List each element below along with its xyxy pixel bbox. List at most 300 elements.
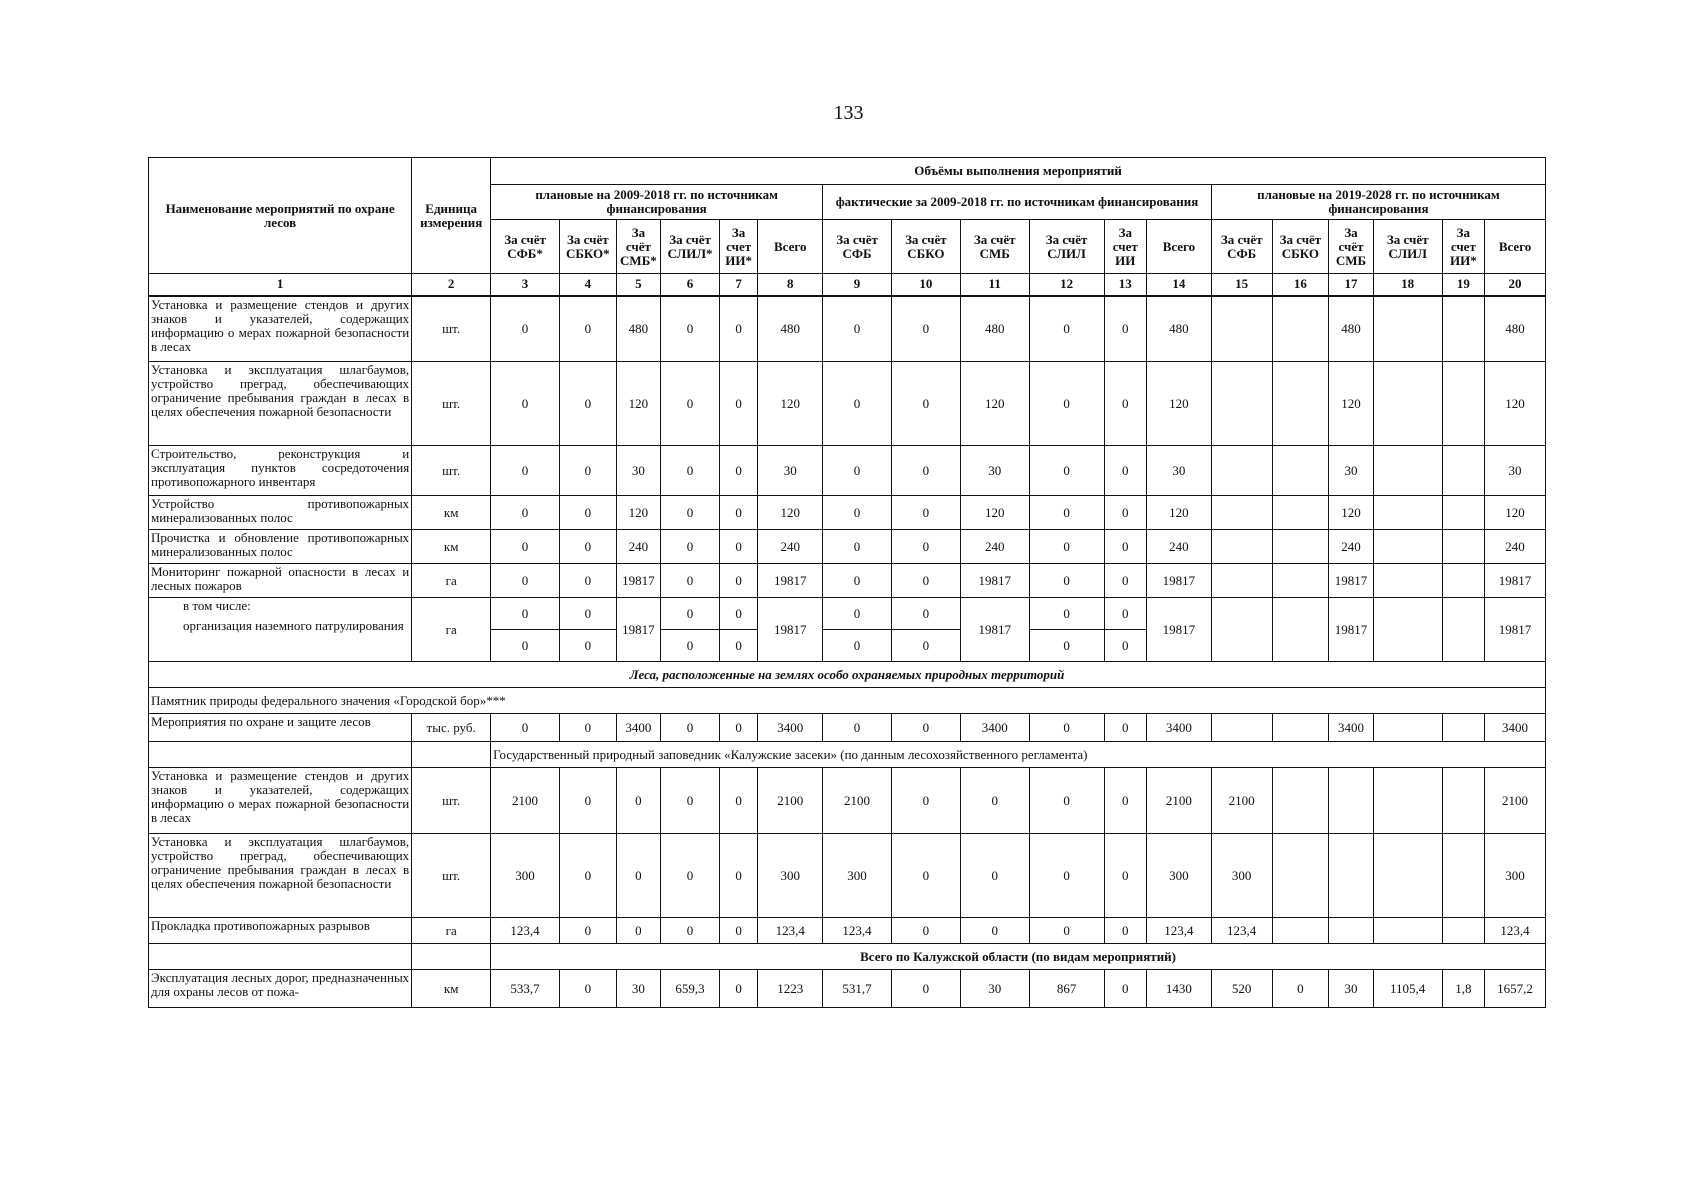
table-cell: 0 <box>960 768 1029 834</box>
table-row <box>149 970 1546 1008</box>
table-cell: 1657,2 <box>1485 970 1546 1008</box>
table-cell: 1223 <box>758 970 823 1008</box>
page-number: 133 <box>833 102 864 124</box>
column-number: 11 <box>960 274 1029 296</box>
table-cell: 0 <box>1029 918 1104 944</box>
table-cell <box>1329 918 1374 944</box>
table-cell: 0 <box>960 834 1029 918</box>
table-cell <box>1373 834 1442 918</box>
table-cell: 0 <box>1029 630 1104 662</box>
measure-unit: км <box>412 970 491 1008</box>
column-number: 9 <box>823 274 892 296</box>
header-source-col: За счёт СФБ <box>1211 220 1272 274</box>
measure-name: Мероприятия по охране и защите лесов <box>149 714 412 742</box>
measures-table <box>148 157 1546 1008</box>
header-group-plan-2019: плановые на 2019-2028 гг. по источникам финансирования <box>1211 185 1545 220</box>
column-number: 3 <box>491 274 560 296</box>
measure-name: Устройство противопожарных минерализованных полос <box>149 496 412 530</box>
table-cell: 0 <box>891 768 960 834</box>
table-cell: 2100 <box>1485 768 1546 834</box>
table-cell: 0 <box>491 446 560 496</box>
table-cell: 0 <box>891 564 960 598</box>
column-number: 17 <box>1329 274 1374 296</box>
table-cell: 0 <box>719 630 757 662</box>
table-cell: 0 <box>891 496 960 530</box>
table-cell: 0 <box>1029 598 1104 630</box>
measure-unit: шт. <box>412 296 491 362</box>
measure-name: Установка и размещение стендов и других знаков и указателей, содержащих информацию о мерах пожарной безопасности в лесах <box>149 296 412 362</box>
table-cell: 0 <box>1029 530 1104 564</box>
table-cell: 300 <box>758 834 823 918</box>
table-cell <box>1442 918 1485 944</box>
table-cell <box>1442 768 1485 834</box>
measure-unit: га <box>412 918 491 944</box>
table-cell: 0 <box>1104 918 1147 944</box>
header-source-col: Всего <box>1485 220 1546 274</box>
table-cell <box>1211 362 1272 446</box>
table-cell: 0 <box>1104 446 1147 496</box>
table-cell: 123,4 <box>1211 918 1272 944</box>
table-cell: 120 <box>1329 362 1374 446</box>
header-source-col: За счёт СМБ <box>1329 220 1374 274</box>
table-cell: 0 <box>616 834 661 918</box>
table-cell: 0 <box>891 630 960 662</box>
table-cell: 0 <box>559 530 616 564</box>
table-cell <box>1373 714 1442 742</box>
table-cell: 3400 <box>616 714 661 742</box>
table-cell: 0 <box>661 446 720 496</box>
table-cell: 0 <box>559 296 616 362</box>
table-cell: 0 <box>719 768 757 834</box>
section-heading-oopt: Леса, расположенные на землях особо охраняемых природных территорий <box>149 662 1546 688</box>
split-row-name <box>149 598 412 662</box>
table-cell: 19817 <box>616 564 661 598</box>
table-cell: 2100 <box>823 768 892 834</box>
table-cell: 0 <box>891 834 960 918</box>
measure-unit: шт. <box>412 362 491 446</box>
column-number: 18 <box>1373 274 1442 296</box>
table-cell: 0 <box>661 362 720 446</box>
table-cell <box>1272 564 1329 598</box>
column-number: 14 <box>1147 274 1212 296</box>
table-cell: 240 <box>616 530 661 564</box>
header-source-col: За счёт СМБ* <box>616 220 661 274</box>
table-cell: 0 <box>559 918 616 944</box>
table-row <box>149 296 1546 362</box>
table-row <box>149 834 1546 918</box>
table-cell: 0 <box>559 446 616 496</box>
header-volumes: Объёмы выполнения мероприятий <box>491 158 1546 185</box>
table-cell: 19817 <box>1147 598 1212 662</box>
table-cell <box>412 742 491 768</box>
table-cell: 0 <box>559 768 616 834</box>
table-cell: 120 <box>1485 496 1546 530</box>
column-number: 20 <box>1485 274 1546 296</box>
table-cell: 1105,4 <box>1373 970 1442 1008</box>
table-cell <box>1272 496 1329 530</box>
table-cell <box>1329 834 1374 918</box>
table-cell <box>1272 530 1329 564</box>
table-cell: 0 <box>891 446 960 496</box>
table-cell: 240 <box>1329 530 1374 564</box>
table-cell: 0 <box>1104 970 1147 1008</box>
header-source-col: Всего <box>758 220 823 274</box>
table-cell: 19817 <box>1147 564 1212 598</box>
table-row <box>149 496 1546 530</box>
table-cell: 0 <box>616 918 661 944</box>
measure-unit: га <box>412 564 491 598</box>
table-cell: 480 <box>960 296 1029 362</box>
table-cell: 0 <box>491 530 560 564</box>
table-cell: 0 <box>1029 564 1104 598</box>
table-cell: 30 <box>1329 446 1374 496</box>
measure-name: Эксплуатация лесных дорог, предназначенных для охраны лесов от пожа- <box>149 970 412 1008</box>
table-cell: 0 <box>661 918 720 944</box>
table-cell: 240 <box>1485 530 1546 564</box>
table-cell: 0 <box>1104 296 1147 362</box>
table-cell: 0 <box>559 834 616 918</box>
column-number: 10 <box>891 274 960 296</box>
table-cell: 0 <box>719 598 757 630</box>
column-number: 7 <box>719 274 757 296</box>
table-cell <box>1272 362 1329 446</box>
measure-name: Установка и эксплуатация шлагбаумов, устройство преград, обеспечивающих ограничение пребывания граждан в лесах в целях обеспечения пожарной безопасности <box>149 834 412 918</box>
table-cell <box>1211 564 1272 598</box>
table-cell: 0 <box>491 296 560 362</box>
table-cell: 0 <box>559 564 616 598</box>
table-cell <box>1211 714 1272 742</box>
table-cell: 0 <box>1104 630 1147 662</box>
table-cell: 0 <box>1104 496 1147 530</box>
header-source-col: Всего <box>1147 220 1212 274</box>
table-cell: 0 <box>891 296 960 362</box>
column-number: 4 <box>559 274 616 296</box>
table-cell: 0 <box>891 918 960 944</box>
header-source-col: За счет ИИ* <box>1442 220 1485 274</box>
table-cell: 3400 <box>1147 714 1212 742</box>
column-number: 5 <box>616 274 661 296</box>
table-cell: 0 <box>1029 446 1104 496</box>
table-cell: 30 <box>960 446 1029 496</box>
table-cell: 120 <box>1485 362 1546 446</box>
table-cell: 0 <box>1272 970 1329 1008</box>
table-row <box>149 714 1546 742</box>
table-cell <box>1373 446 1442 496</box>
table-cell: 2100 <box>1147 768 1212 834</box>
table-cell: 0 <box>719 918 757 944</box>
table-cell: 0 <box>719 564 757 598</box>
measure-unit: тыс. руб. <box>412 714 491 742</box>
table-cell: 300 <box>1485 834 1546 918</box>
table-cell <box>1272 714 1329 742</box>
table-row <box>149 362 1546 446</box>
table-cell <box>1329 768 1374 834</box>
table-cell: 0 <box>661 530 720 564</box>
header-source-col: За счет ИИ* <box>719 220 757 274</box>
table-cell: 0 <box>823 530 892 564</box>
table-cell: 123,4 <box>1485 918 1546 944</box>
header-source-col: За счёт СФБ* <box>491 220 560 274</box>
table-cell: 0 <box>1029 834 1104 918</box>
table-row <box>149 446 1546 496</box>
table-cell <box>1373 918 1442 944</box>
table-cell <box>1272 834 1329 918</box>
header-unit: Единица измерения <box>412 158 491 274</box>
header-source-col: За счёт СЛИЛ* <box>661 220 720 274</box>
table-cell: 3400 <box>1485 714 1546 742</box>
split-row-label-1: в том числе: <box>183 598 251 613</box>
column-number: 16 <box>1272 274 1329 296</box>
table-cell: 0 <box>823 598 892 630</box>
table-cell: 2100 <box>1211 768 1272 834</box>
table-cell <box>149 944 412 970</box>
table-cell: 0 <box>559 362 616 446</box>
table-cell: 0 <box>661 714 720 742</box>
table-cell: 480 <box>1485 296 1546 362</box>
table-cell: 19817 <box>960 598 1029 662</box>
table-cell: 19817 <box>758 564 823 598</box>
table-row <box>149 564 1546 598</box>
table-cell: 0 <box>559 598 616 630</box>
table-cell: 0 <box>559 496 616 530</box>
table-cell: 520 <box>1211 970 1272 1008</box>
table-cell: 0 <box>719 362 757 446</box>
table-cell: 0 <box>719 296 757 362</box>
table-cell: 0 <box>1104 768 1147 834</box>
measure-unit: км <box>412 530 491 564</box>
table-cell <box>1272 918 1329 944</box>
measure-name: Установка и эксплуатация шлагбаумов, устройство преград, обеспечивающих ограничение пребывания граждан в лесах в целях обеспечения пожарной безопасности <box>149 362 412 446</box>
table-cell <box>1211 496 1272 530</box>
column-number: 8 <box>758 274 823 296</box>
column-number: 12 <box>1029 274 1104 296</box>
table-cell: 3400 <box>960 714 1029 742</box>
header-source-col: За счет ИИ <box>1104 220 1147 274</box>
table-cell: 0 <box>616 768 661 834</box>
table-cell: 1430 <box>1147 970 1212 1008</box>
table-cell: 30 <box>1147 446 1212 496</box>
table-cell: 123,4 <box>1147 918 1212 944</box>
table-cell: 2100 <box>491 768 560 834</box>
split-row-label-2: организация наземного патрулирования <box>183 618 404 633</box>
table-cell: 0 <box>1104 530 1147 564</box>
table-cell: 240 <box>1147 530 1212 564</box>
table-cell: 533,7 <box>491 970 560 1008</box>
table-cell <box>1373 496 1442 530</box>
table-cell: 240 <box>758 530 823 564</box>
header-source-col: За счёт СМБ <box>960 220 1029 274</box>
measure-unit: шт. <box>412 834 491 918</box>
table-row <box>149 918 1546 944</box>
table-cell: 2100 <box>758 768 823 834</box>
table-cell: 0 <box>491 496 560 530</box>
table-cell <box>412 944 491 970</box>
table-cell: 480 <box>758 296 823 362</box>
table-cell: 0 <box>891 362 960 446</box>
table-cell: 0 <box>1104 714 1147 742</box>
table-cell <box>1272 768 1329 834</box>
table-cell <box>1373 768 1442 834</box>
table-cell: 19817 <box>758 598 823 662</box>
table-cell: 531,7 <box>823 970 892 1008</box>
table-cell: 0 <box>491 598 560 630</box>
column-number: 6 <box>661 274 720 296</box>
table-cell: 867 <box>1029 970 1104 1008</box>
measure-unit: км <box>412 496 491 530</box>
table-cell: 0 <box>491 630 560 662</box>
table-cell: 0 <box>1104 362 1147 446</box>
table-cell <box>1272 598 1329 662</box>
header-source-col: За счёт СБКО <box>1272 220 1329 274</box>
column-number: 19 <box>1442 274 1485 296</box>
measure-name: Установка и размещение стендов и других знаков и указателей, содержащих информацию о мерах пожарной безопасности в лесах <box>149 768 412 834</box>
table-cell: 0 <box>823 630 892 662</box>
split-row-unit: га <box>412 598 491 662</box>
header-group-plan-2009: плановые на 2009-2018 гг. по источникам финансирования <box>491 185 823 220</box>
measure-name: Мониторинг пожарной опасности в лесах и лесных пожаров <box>149 564 412 598</box>
table-cell: 0 <box>823 496 892 530</box>
table-cell: 30 <box>960 970 1029 1008</box>
table-cell: 659,3 <box>661 970 720 1008</box>
table-cell: 30 <box>616 970 661 1008</box>
table-cell: 120 <box>960 496 1029 530</box>
column-number: 1 <box>149 274 412 296</box>
table-cell: 0 <box>891 530 960 564</box>
table-cell: 300 <box>823 834 892 918</box>
table-cell: 480 <box>1147 296 1212 362</box>
table-cell <box>1373 296 1442 362</box>
table-cell <box>1442 530 1485 564</box>
table-cell <box>1442 714 1485 742</box>
table-row <box>149 768 1546 834</box>
table-cell: 19817 <box>1329 564 1374 598</box>
table-cell: 3400 <box>1329 714 1374 742</box>
table-cell <box>1442 296 1485 362</box>
section-heading-total: Всего по Калужской области (по видам мероприятий) <box>491 944 1546 970</box>
table-cell <box>1442 446 1485 496</box>
table-cell: 0 <box>1104 834 1147 918</box>
table-cell: 3400 <box>758 714 823 742</box>
table-row <box>149 530 1546 564</box>
header-group-fact-2009: фактические за 2009-2018 гг. по источникам финансирования <box>823 185 1212 220</box>
table-cell: 19817 <box>1329 598 1374 662</box>
table-cell: 480 <box>616 296 661 362</box>
table-cell <box>1442 598 1485 662</box>
table-cell: 480 <box>1329 296 1374 362</box>
table-cell: 0 <box>559 714 616 742</box>
table-cell: 0 <box>719 834 757 918</box>
header-source-col: За счёт СЛИЛ <box>1029 220 1104 274</box>
table-cell: 0 <box>661 630 720 662</box>
table-cell: 0 <box>823 296 892 362</box>
column-number: 13 <box>1104 274 1147 296</box>
table-cell: 1,8 <box>1442 970 1485 1008</box>
table-cell: 19817 <box>960 564 1029 598</box>
table-cell <box>1442 564 1485 598</box>
table-cell: 0 <box>491 564 560 598</box>
header-name: Наименование мероприятий по охране лесов <box>149 158 412 274</box>
table-cell: 0 <box>719 530 757 564</box>
measure-unit: шт. <box>412 446 491 496</box>
table-cell: 0 <box>1029 362 1104 446</box>
table-cell: 0 <box>823 362 892 446</box>
table-cell <box>149 742 412 768</box>
table-cell <box>1442 362 1485 446</box>
table-cell <box>1211 446 1272 496</box>
measure-name: Прочистка и обновление противопожарных минерализованных полос <box>149 530 412 564</box>
table-cell <box>1373 598 1442 662</box>
table-cell: 0 <box>1104 564 1147 598</box>
table-cell: 120 <box>960 362 1029 446</box>
table-cell: 0 <box>719 496 757 530</box>
table-cell: 0 <box>661 564 720 598</box>
header-source-col: За счёт СБКО <box>891 220 960 274</box>
table-cell: 30 <box>616 446 661 496</box>
table-cell: 19817 <box>1485 598 1546 662</box>
table-cell: 123,4 <box>758 918 823 944</box>
column-number: 2 <box>412 274 491 296</box>
table-cell: 0 <box>891 598 960 630</box>
table-cell: 0 <box>661 598 720 630</box>
table-cell <box>1272 296 1329 362</box>
table-cell <box>1211 598 1272 662</box>
table-cell: 30 <box>758 446 823 496</box>
table-cell: 120 <box>1147 496 1212 530</box>
table-cell: 19817 <box>616 598 661 662</box>
table-cell: 0 <box>559 630 616 662</box>
table-cell: 240 <box>960 530 1029 564</box>
table-cell: 300 <box>491 834 560 918</box>
header-source-col: За счёт СЛИЛ <box>1373 220 1442 274</box>
table-cell: 120 <box>616 362 661 446</box>
table-cell: 300 <box>1147 834 1212 918</box>
table-cell: 0 <box>823 564 892 598</box>
table-cell: 0 <box>1029 296 1104 362</box>
table-cell <box>1211 530 1272 564</box>
table-cell: 0 <box>661 768 720 834</box>
table-cell: 300 <box>1211 834 1272 918</box>
table-cell: 0 <box>1029 768 1104 834</box>
table-cell: 0 <box>491 362 560 446</box>
table-cell: 30 <box>1485 446 1546 496</box>
table-cell: 120 <box>1147 362 1212 446</box>
table-cell: 0 <box>719 446 757 496</box>
table-cell: 0 <box>1104 598 1147 630</box>
table-cell <box>1373 362 1442 446</box>
table-cell: 0 <box>661 496 720 530</box>
measure-name: Строительство, реконструкция и эксплуатация пунктов сосредоточения противопожарного инвентаря <box>149 446 412 496</box>
table-cell: 30 <box>1329 970 1374 1008</box>
table-cell: 0 <box>891 714 960 742</box>
table-cell: 0 <box>1029 714 1104 742</box>
measure-name: Прокладка противопожарных разрывов <box>149 918 412 944</box>
table-cell: 0 <box>559 970 616 1008</box>
table-cell <box>1373 530 1442 564</box>
table-cell <box>1442 496 1485 530</box>
table-cell: 120 <box>1329 496 1374 530</box>
table-cell: 0 <box>960 918 1029 944</box>
table-cell: 0 <box>1029 496 1104 530</box>
table-cell: 0 <box>823 714 892 742</box>
table-cell: 0 <box>719 970 757 1008</box>
table-cell: 19817 <box>1485 564 1546 598</box>
table-cell: 120 <box>758 496 823 530</box>
measure-unit: шт. <box>412 768 491 834</box>
table-cell: 0 <box>491 714 560 742</box>
table-cell: 0 <box>823 446 892 496</box>
table-cell: 0 <box>891 970 960 1008</box>
table-cell: 123,4 <box>823 918 892 944</box>
